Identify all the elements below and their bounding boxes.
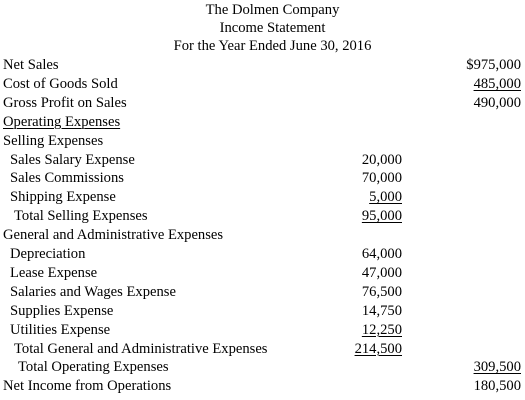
- statement-line: [0, 132, 525, 151]
- subtotal-amount: 12,250: [361, 321, 402, 338]
- statement-line: [0, 151, 525, 170]
- statement-line: [0, 188, 525, 207]
- total-amount: 485,000: [473, 75, 521, 92]
- line-label: Total General and Administrative Expenses: [14, 340, 268, 357]
- line-label: Cost of Goods Sold: [3, 75, 118, 92]
- statement-line: [0, 340, 525, 359]
- subtotal-amount: 47,000: [361, 264, 402, 281]
- statement-line: [0, 113, 525, 132]
- line-label: Sales Commissions: [10, 170, 124, 187]
- total-amount: $975,000: [466, 57, 521, 73]
- line-label: Net Sales: [3, 57, 59, 73]
- total-amount: 309,500: [473, 359, 521, 376]
- line-label: Sales Salary Expense: [10, 151, 135, 168]
- line-label: General and Administrative Expenses: [3, 227, 224, 244]
- statement-line: [0, 207, 525, 226]
- line-label: Net Income from Operations: [3, 378, 172, 395]
- subtotal-amount: 14,750: [361, 302, 402, 319]
- statement-line: [0, 169, 525, 188]
- statement-line: [0, 302, 525, 321]
- line-label: Supplies Expense: [10, 302, 114, 319]
- statement-line: [0, 56, 525, 75]
- subtotal-amount: 64,000: [361, 246, 402, 262]
- subtotal-amount: 20,000: [361, 151, 402, 168]
- line-label: Utilities Expense: [10, 321, 111, 338]
- line-label: Shipping Expense: [10, 189, 116, 206]
- statement-line: [0, 377, 525, 396]
- statement-line: [0, 283, 525, 302]
- total-amount: 490,000: [473, 94, 521, 111]
- line-label: Operating Expenses: [3, 113, 121, 130]
- line-label: Salaries and Wages Expense: [10, 283, 176, 300]
- subtotal-amount: 76,500: [361, 283, 402, 300]
- line-label: Depreciation: [10, 246, 86, 262]
- statement-line: [0, 226, 525, 245]
- line-label: Gross Profit on Sales: [3, 94, 127, 111]
- subtotal-amount: 214,500: [354, 340, 402, 357]
- statement-line: [0, 358, 525, 377]
- subtotal-amount: 5,000: [369, 189, 402, 206]
- statement-line: [0, 264, 525, 283]
- subtotal-amount: 70,000: [361, 170, 402, 187]
- statement-period: For the Year Ended June 30, 2016: [173, 38, 372, 54]
- subtotal-amount: 95,000: [361, 208, 402, 225]
- statement-line: [0, 245, 525, 264]
- statement-title: Income Statement: [219, 20, 326, 36]
- line-label: Total Selling Expenses: [14, 208, 148, 225]
- statement-line: [0, 75, 525, 94]
- total-amount: 180,500: [473, 378, 521, 395]
- line-label: Selling Expenses: [3, 132, 104, 149]
- company-name: The Dolmen Company: [205, 2, 340, 18]
- statement-line: [0, 94, 525, 113]
- line-label: Lease Expense: [10, 264, 98, 281]
- line-label: Total Operating Expenses: [18, 359, 169, 376]
- statement-line: [0, 321, 525, 340]
